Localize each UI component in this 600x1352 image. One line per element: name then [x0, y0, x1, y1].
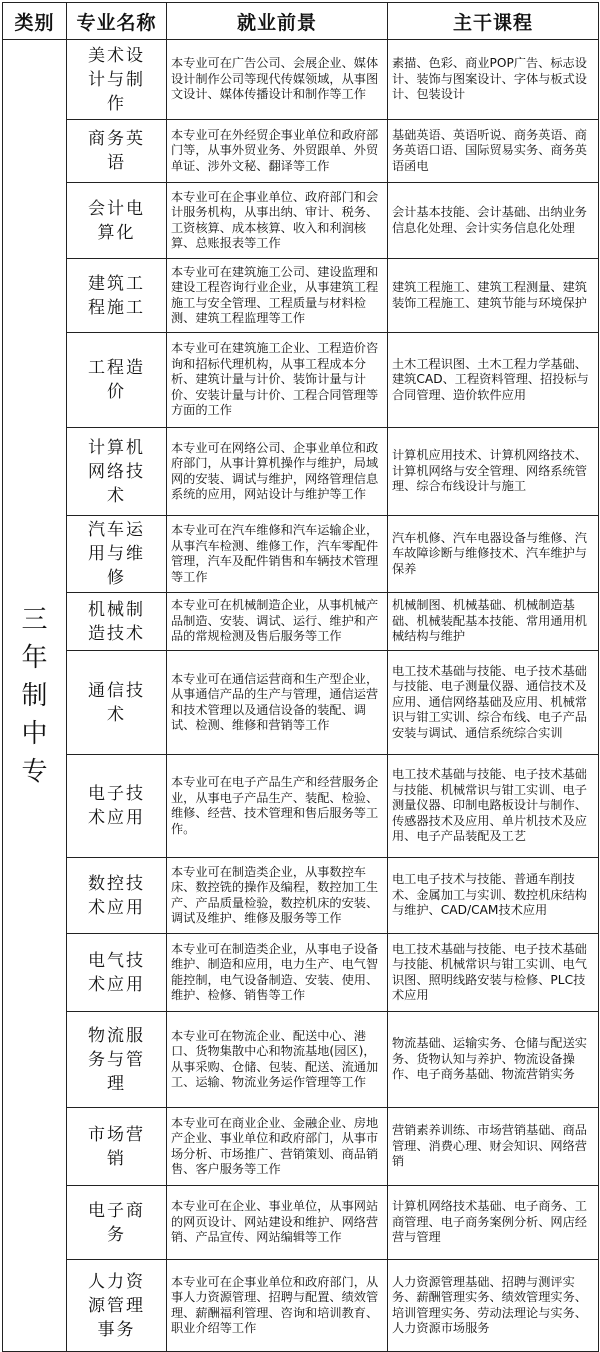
employment-text: 本专业可在机械制造企业，从事机械产品制造、安装、调试、运行、维护和产品的常规检测及售后服务等工作 — [167, 593, 388, 651]
employment-text: 本专业可在广告公司、会展企业、媒体设计制作公司等现代传媒领域，从事图文设计、媒体传播设计和制作等工作 — [167, 40, 388, 120]
employment-text: 本专业可在企事业单位和政府部门，从事人力资源管理、招聘与配置、绩效管理、薪酬福利管理、咨询和培训教育、职业介绍等工作 — [167, 1260, 388, 1352]
courses-text: 基础英语、英语听说、商务英语、商务英语口语、国际贸易实务、商务英语函电 — [388, 120, 599, 183]
courses-text: 电工电子技术与技能、普通车削技术、金属加工与实训、数控机床结构与维护、CAD/CAM技术应用 — [388, 858, 599, 934]
table-row — [3, 593, 599, 651]
table-row — [3, 516, 599, 593]
major-name: 通信技术 — [67, 651, 167, 755]
major-name: 机械制造技术 — [67, 593, 167, 651]
header-employment: 就业前景 — [167, 3, 388, 40]
table-row — [3, 755, 599, 858]
table-row — [3, 259, 599, 333]
employment-text: 本专业可在网络公司、企事业单位和政府部门，从事计算机操作与维护，局域网的安装、调试与维护，网络管理信息系统的应用，网站设计与维护等工作 — [167, 428, 388, 516]
employment-text: 本专业可在建筑施工企业、工程造价咨询和招标代理机构，从事工程成本分析、建筑计量与计价、装饰计量与计价、安装计量与计价、工程合同管理等方面的工作 — [167, 333, 388, 428]
major-name: 物流服务与管理 — [67, 1012, 167, 1108]
major-name: 计算机网络技术 — [67, 428, 167, 516]
category-cell — [3, 40, 67, 1352]
courses-text: 物流基础、运输实务、仓储与配送实务、货物认知与养护、物流设备操作、电子商务基础、物流营销实务 — [388, 1012, 599, 1108]
courses-text: 素描、色彩、商业POP广告、标志设计、装饰与图案设计、字体与板式设计、包装设计 — [388, 40, 599, 120]
table-row — [3, 1260, 599, 1352]
majors-table — [2, 2, 599, 1352]
courses-text: 电工技术基础与技能、电子技术基础与技能、电子测量仪器、通信技术及应用、通信网络基础及应用、机械常识与钳工实训、综合布线、电子产品安装与调试、通信系统综合实训 — [388, 651, 599, 755]
major-name: 市场营销 — [67, 1108, 167, 1186]
courses-text: 建筑工程施工、建筑工程测量、建筑装饰工程施工、建筑节能与环境保护 — [388, 259, 599, 333]
table-row — [3, 1012, 599, 1108]
employment-text: 本专业可在企事业单位、政府部门和会计服务机构，从事出纳、审计、税务、工资核算、成本核算、收入和利润核算、总账报表等工作 — [167, 183, 388, 259]
courses-text: 会计基本技能、会计基础、出纳业务信息化处理、会计实务信息化处理 — [388, 183, 599, 259]
employment-text: 本专业可在制造类企业，从事电子设备维护、制造和应用，电力生产、电气智能控制，电气设备制造、安装、使用、维护、检修、销售等工作 — [167, 934, 388, 1012]
employment-text: 本专业可在商业企业、金融企业、房地产企业、事业单位和政府部门，从事市场分析、市场推广、营销策划、商品销售、客户服务等工作 — [167, 1108, 388, 1186]
header-row — [3, 3, 599, 40]
courses-text: 汽车机修、汽车电器设备与维修、汽车故障诊断与维修技术、汽车维护与保养 — [388, 516, 599, 593]
employment-text: 本专业可在企业、事业单位，从事网站的网页设计、网站建设和维护、网络营销、产品宣传、网站编辑等工作 — [167, 1186, 388, 1260]
employment-text: 本专业可在电子产品生产和经营服务企业，从事电子产品生产、装配、检验、维修、经营、技术管理和售后服务等工作。 — [167, 755, 388, 858]
courses-text: 土木工程识图、土木工程力学基础、建筑CAD、工程资料管理、招投标与合同管理、造价软件应用 — [388, 333, 599, 428]
employment-text: 本专业可在制造类企业，从事数控车床、数控铣的操作及编程，数控加工生产、产品质量检验，数控机床的安装、调试及维护、维修及服务等工作 — [167, 858, 388, 934]
courses-text: 人力资源管理基础、招聘与测评实务、薪酬管理实务、绩效管理实务、培训管理实务、劳动法理论与实务、人力资源市场服务 — [388, 1260, 599, 1352]
employment-text: 本专业可在外经贸企事业单位和政府部门等，从事外贸业务、外贸跟单、外贸单证、涉外文秘、翻译等工作 — [167, 120, 388, 183]
header-category: 类别 — [3, 3, 67, 40]
courses-text: 营销素养训练、市场营销基础、商品管理、消费心理、财会知识、网络营销 — [388, 1108, 599, 1186]
table-row — [3, 1108, 599, 1186]
major-name: 电气技术应用 — [67, 934, 167, 1012]
table-row — [3, 858, 599, 934]
major-name: 美术设计与制作 — [67, 40, 167, 120]
courses-text: 机械制图、机械基础、机械制造基础、机械装配基本技能、常用通用机械结构与维护 — [388, 593, 599, 651]
major-name: 工程造价 — [67, 333, 167, 428]
employment-text: 本专业可在汽车维修和汽车运输企业，从事汽车检测、维修工作，汽车零配件管理，汽车及配件销售和车辆技术管理等工作 — [167, 516, 388, 593]
major-name: 商务英语 — [67, 120, 167, 183]
table-row — [3, 333, 599, 428]
header-major: 专业名称 — [67, 3, 167, 40]
major-name: 电子商务 — [67, 1186, 167, 1260]
courses-text: 电工技术基础与技能、电子技术基础与技能、机械常识与钳工实训、电子测量仪器、印制电路板设计与制作、传感器技术及应用、单片机技术及应用、电子产品装配及工艺 — [388, 755, 599, 858]
category-label: 三年制中专 — [21, 604, 48, 787]
table-row — [3, 428, 599, 516]
table-row — [3, 183, 599, 259]
table-row — [3, 651, 599, 755]
major-name: 电子技术应用 — [67, 755, 167, 858]
courses-text: 计算机网络技术基础、电子商务、工商管理、电子商务案例分析、网店经营与管理 — [388, 1186, 599, 1260]
header-courses: 主干课程 — [388, 3, 599, 40]
table-row — [3, 120, 599, 183]
major-name: 会计电算化 — [67, 183, 167, 259]
table-row — [3, 934, 599, 1012]
major-name: 建筑工程施工 — [67, 259, 167, 333]
major-name: 人力资源管理事务 — [67, 1260, 167, 1352]
employment-text: 本专业可在建筑施工公司、建设监理和建设工程咨询行业企业，从事建筑工程施工与安全管理、工程质量与材料检测、建筑工程监理等工作 — [167, 259, 388, 333]
courses-text: 计算机应用技术、计算机网络技术、计算机网络与安全管理、网络系统管理、综合布线设计与施工 — [388, 428, 599, 516]
table-row — [3, 40, 599, 120]
table-row — [3, 1186, 599, 1260]
courses-text: 电工技术基础与技能、电子技术基础与技能、机械常识与钳工实训、电气识图、照明线路安装与检修、PLC技术应用 — [388, 934, 599, 1012]
major-name: 汽车运用与维修 — [67, 516, 167, 593]
employment-text: 本专业可在通信运营商和生产型企业，从事通信产品的生产与管理，通信运营和技术管理以及通信设备的装配、调试、检测、维修和营销等工作 — [167, 651, 388, 755]
employment-text: 本专业可在物流企业、配送中心、港口、货物集散中心和物流基地(园区)，从事采购、仓储、包装、配送、流通加工、运输、物流业务运作管理等工作 — [167, 1012, 388, 1108]
major-name: 数控技术应用 — [67, 858, 167, 934]
